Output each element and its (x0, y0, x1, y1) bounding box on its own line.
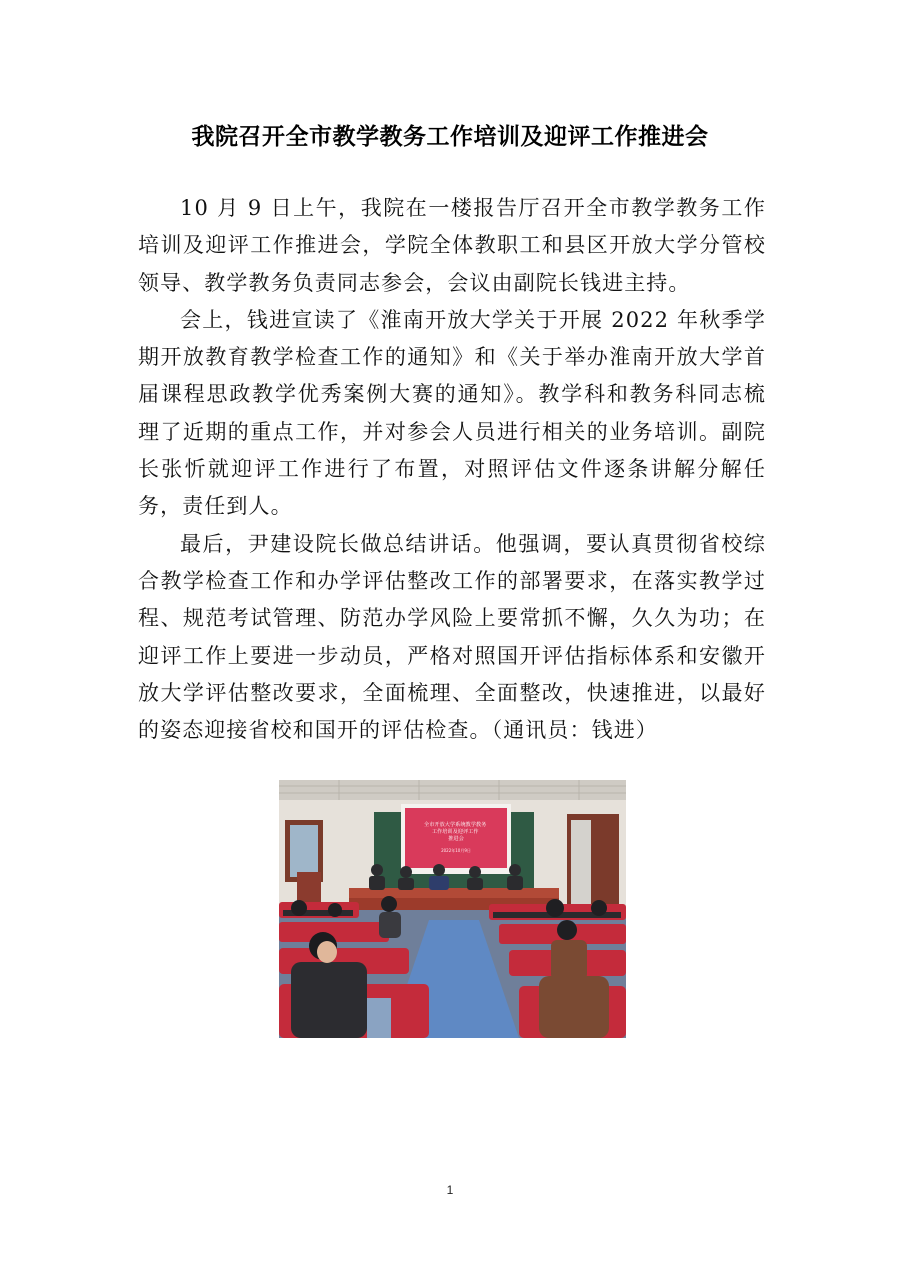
page-number: 1 (446, 1183, 454, 1197)
paragraph-2: 会上，钱进宣读了《淮南开放大学关于开展 2022 年秋季学期开放教育教学检查工作的通知》和《关于举办淮南开放大学首届课程思政教学优秀案例大赛的通知》。教学科和教务科同志梳理了近期的重点工作，并对参会人员进行相关的业务培训。副院长张忻就迎评工作进行了布置，对照评估文件逐条讲解分解任务，责任到人。 (138, 307, 766, 519)
paragraph-1: 10 月 9 日上午，我院在一楼报告厅召开全市教学教务工作培训及迎评工作推进会，学院全体教职工和县区开放大学分管校领导、教学教务负责同志参会，会议由副院长钱进主持。 (138, 196, 766, 295)
paragraph-3: 最后，尹建设院长做总结讲话。他强调，要认真贯彻省校综合教学检查工作和办学评估整改工作的部署要求，在落实教学过程、规范考试管理、防范办学风险上要常抓不懈，久久为功；在迎评工作上要进一步动员，严格对照国开评估指标体系和安徽开放大学评估整改要求，全面梳理、全面整改，快速推进，以最好的姿态迎接省校和国开的评估检查。（通讯员：钱进） (138, 531, 766, 743)
meeting-photo-illustration (279, 780, 626, 1038)
document-title: 我院召开全市教学教务工作培训及迎评工作推进会 (191, 124, 709, 150)
article-body (138, 190, 766, 749)
meeting-photo (279, 780, 626, 1038)
screen-date: 2022年10月9日 (441, 848, 471, 853)
screen-title: 全市开放大学系统教学教务 工作培训及迎评工作 推进会 (424, 822, 487, 842)
